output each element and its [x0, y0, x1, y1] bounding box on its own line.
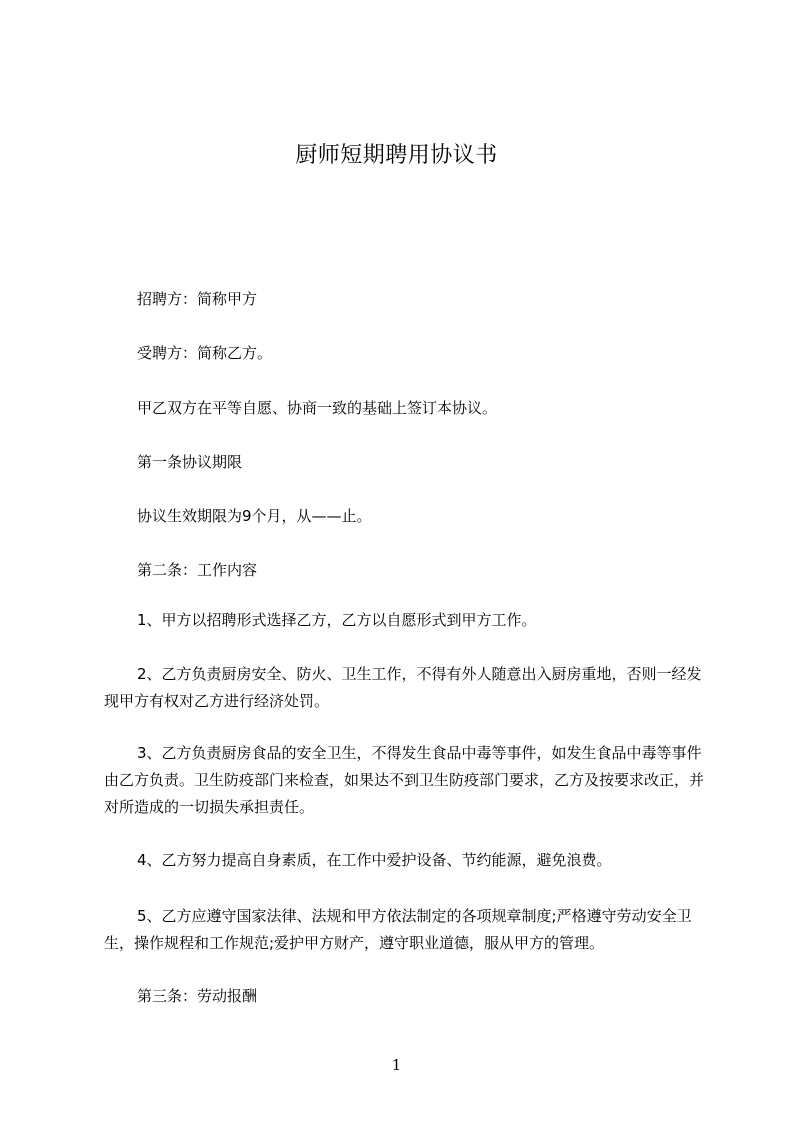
heading-article-3: 第三条：劳动报酬 [137, 987, 258, 1005]
heading-article-2: 第二条：工作内容 [137, 561, 258, 579]
paragraph-preamble: 甲乙双方在平等自愿、协商一致的基础上签订本协议。 [137, 399, 498, 417]
clause-2: 2、乙方负责厨房安全、防火、卫生工作，不得有外人随意出入厨房重地，否则一经发现甲方有权对乙方进行经济处罚。 [104, 665, 702, 710]
clause-5: 5、乙方应遵守国家法律、法规和甲方依法制定的各项规章制度;严格遵守劳动安全卫生，操作规程和工作规范;爱护甲方财产，遵守职业道德，服从甲方的管理。 [104, 907, 692, 952]
paragraph-employee: 受聘方：简称乙方。 [137, 344, 273, 362]
clause-4: 4、乙方努力提高自身素质，在工作中爱护设备、节约能源，避免浪费。 [137, 851, 612, 869]
paragraph-term: 协议生效期限为9个月，从——止。 [137, 507, 372, 525]
paragraph-employer: 招聘方：简称甲方 [137, 290, 258, 308]
heading-article-1: 第一条协议期限 [137, 453, 243, 471]
clause-3: 3、乙方负责厨房食品的安全卫生，不得发生食品中毒等事件，如发生食品中毒等事件由乙方负责。卫生防疫部门来检查，如果达不到卫生防疫部门要求，乙方及按要求改正，并对所造成的一切损失承担责任。 [104, 744, 705, 816]
clause-1: 1、甲方以招聘形式选择乙方，乙方以自愿形式到甲方工作。 [137, 611, 537, 629]
page-number: 1 [391, 1056, 402, 1074]
document-title: 厨师短期聘用协议书 [295, 143, 498, 168]
